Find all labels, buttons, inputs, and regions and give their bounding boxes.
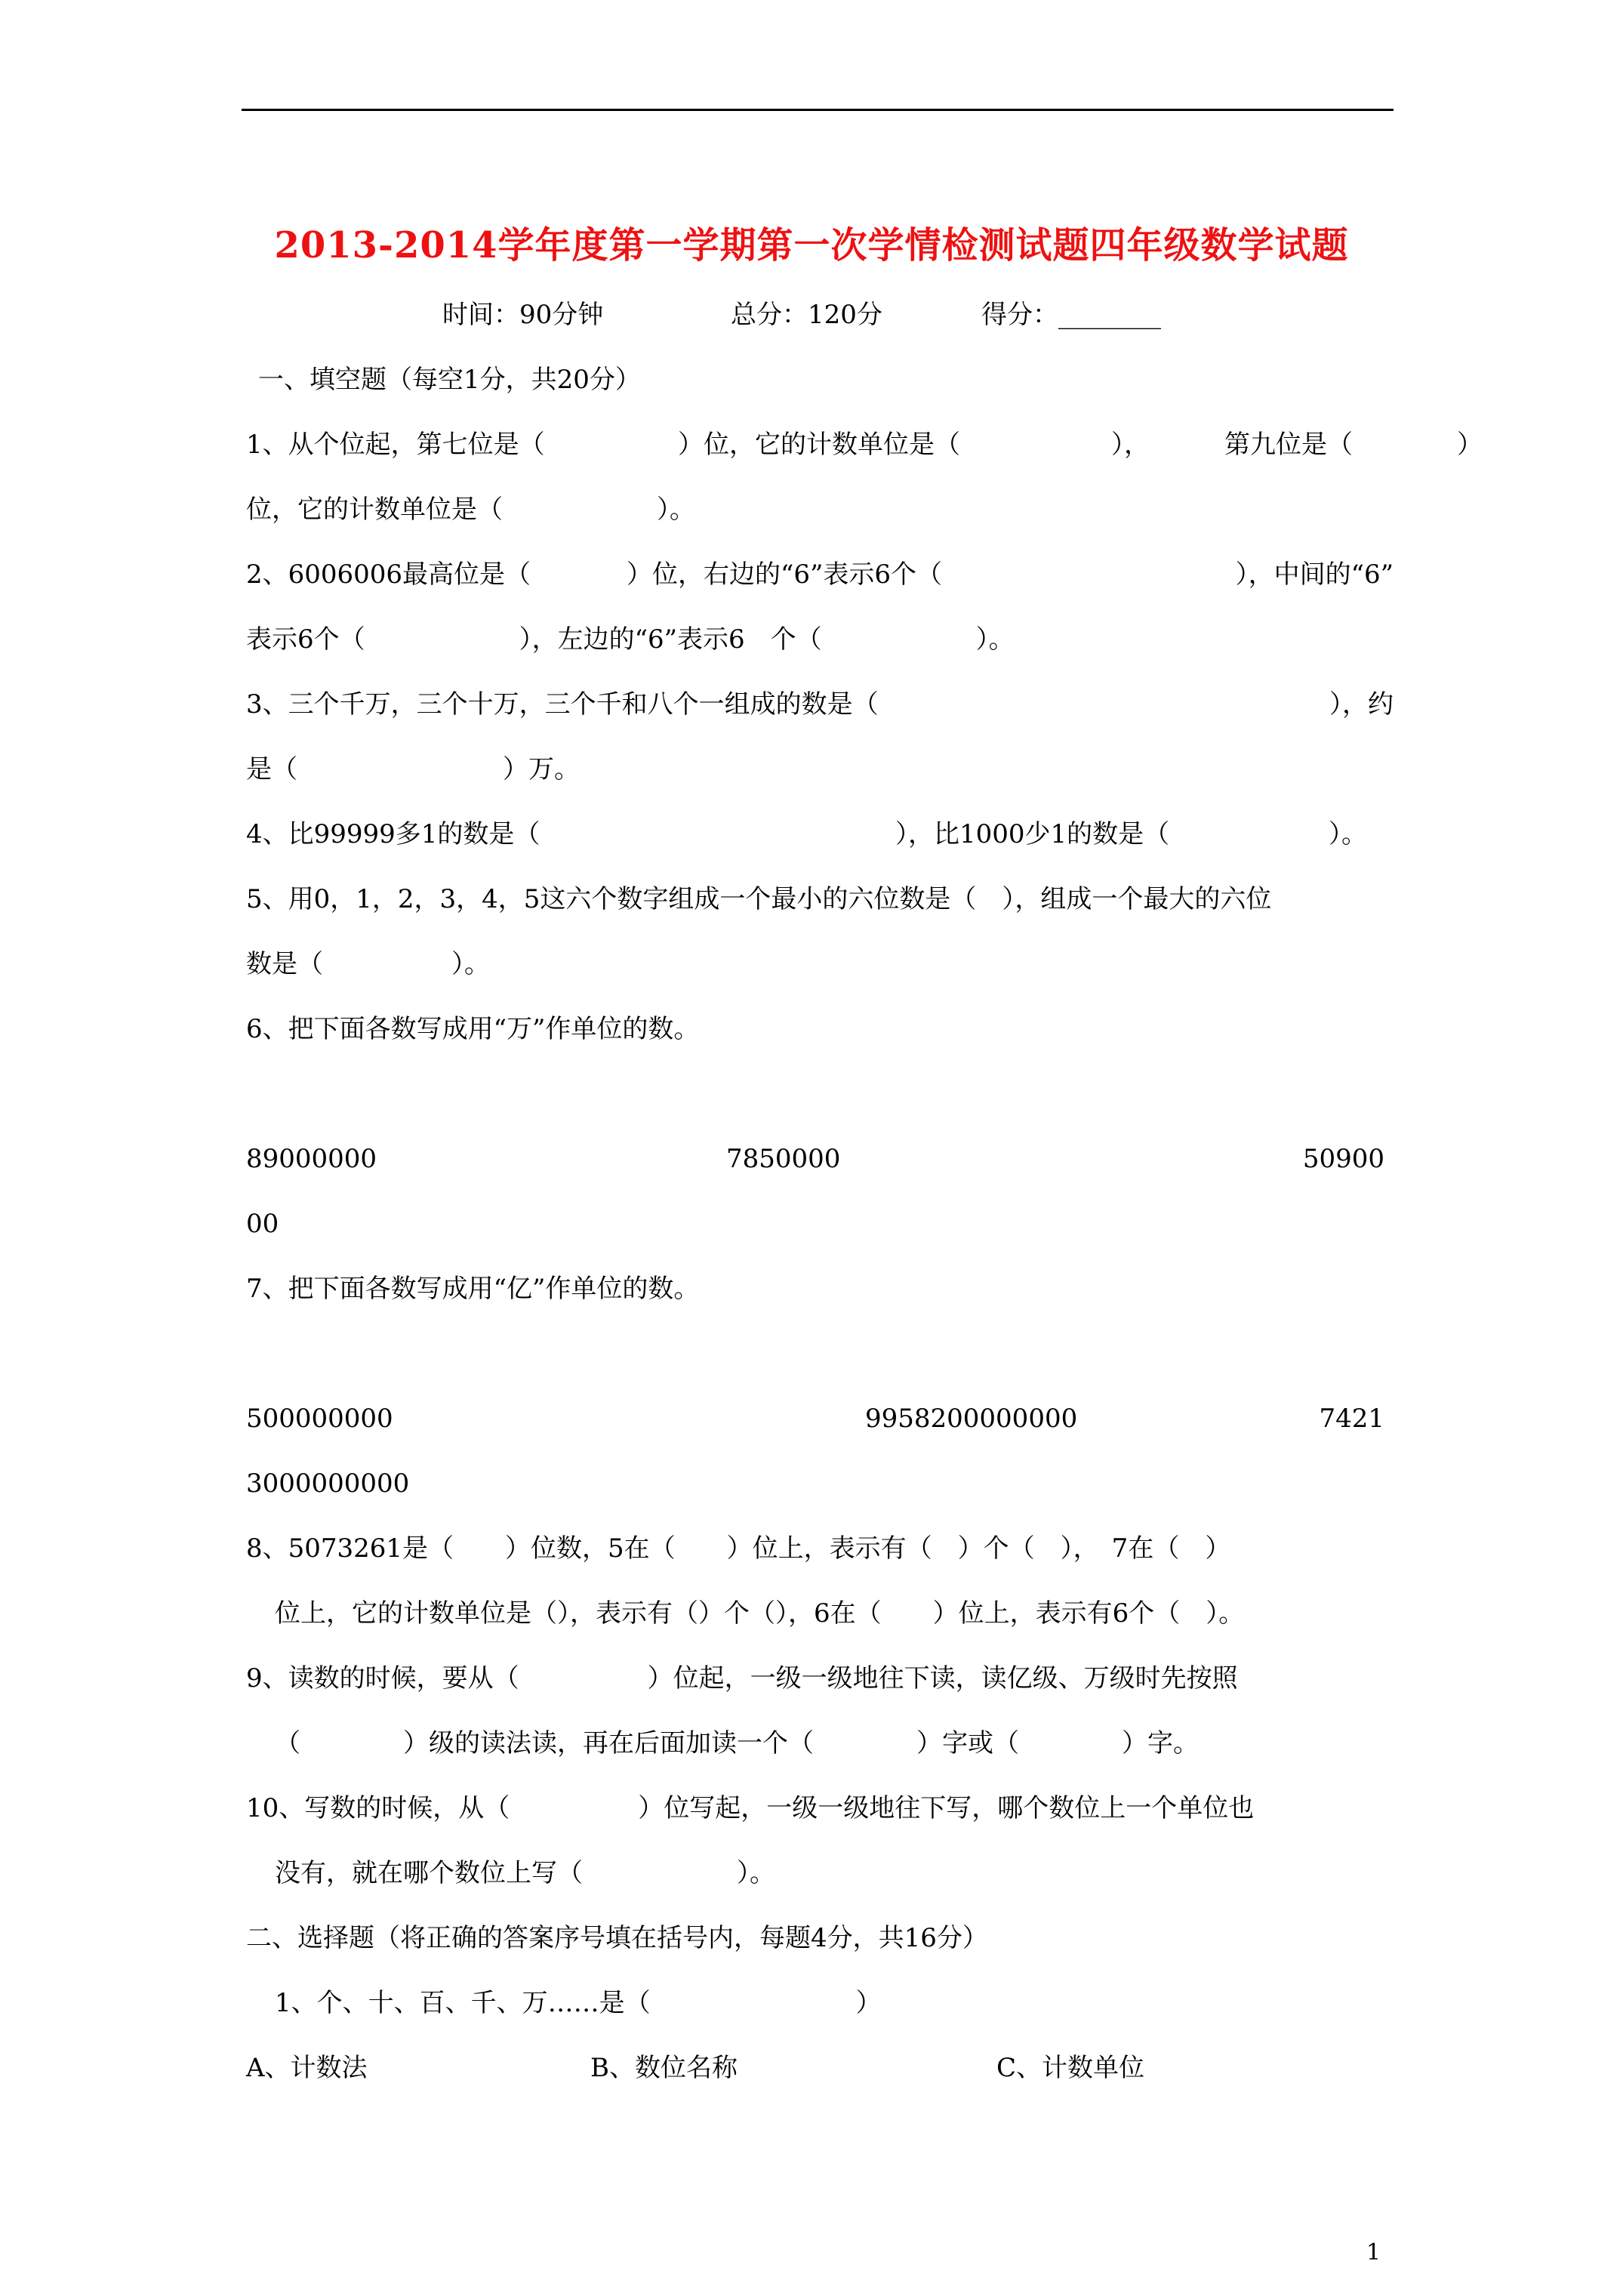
q2-part-c: ），中间的“6” xyxy=(1235,559,1394,590)
q7-text: 7、把下面各数写成用“亿”作单位的数。 xyxy=(246,1274,700,1304)
q2-part-a: 2、6006006最高位是（ xyxy=(246,559,531,590)
q7-number-2: 9958200000000 xyxy=(865,1404,1078,1434)
q4-part-c: ）。 xyxy=(1329,819,1367,849)
q2-line2: 表示6个（ ），左边的“6”表示6 个（ ）。 xyxy=(246,624,1015,655)
info-time: 时间：90分钟 xyxy=(442,300,604,330)
info-score-blank: 得分：________ xyxy=(981,300,1161,330)
q10-line1: 10、写数的时候，从（ ）位写起，一级一级地往下写，哪个数位上一个单位也 xyxy=(246,1793,1255,1823)
q8-line2: 位上，它的计数单位是（），表示有（）个（），6在（ ）位上，表示有6个（ ）。 xyxy=(275,1598,1245,1629)
q9-line1: 9、读数的时候，要从（ ）位起，一级一级地往下读，读亿级、万级时先按照 xyxy=(246,1663,1238,1693)
page-title: 2013-2014学年度第一学期第一次学情检测试题四年级数学试题 xyxy=(274,224,1349,267)
q1-part-c: ）， xyxy=(1111,430,1150,460)
q7-number-3-cont: 3000000000 xyxy=(246,1469,410,1499)
q6-number-3-cont: 00 xyxy=(246,1209,279,1239)
q1-part-e: ） xyxy=(1457,430,1483,460)
q4-part-b: ），比1000少1的数是（ xyxy=(895,819,1170,849)
q6-text: 6、把下面各数写成用“万”作单位的数。 xyxy=(246,1014,700,1044)
q3-part-a: 3、三个千万，三个十万，三个千和八个一组成的数是（ xyxy=(246,689,879,720)
q6-number-3: 50900 xyxy=(1302,1144,1384,1174)
q8-line1: 8、5073261是（ ）位数，5在（ ）位上，表示有（ ）个（ ）， 7在（ ） xyxy=(246,1533,1231,1564)
q1-part-b: ）位，它的计数单位是（ xyxy=(678,430,960,460)
q10-line2: 没有，就在哪个数位上写（ ）。 xyxy=(275,1858,775,1888)
q1-part-d: 第九位是（ xyxy=(1224,430,1353,460)
q9-line2: （ ）级的读法读，再在后面加读一个（ ）字或（ ）字。 xyxy=(275,1728,1199,1758)
q7-number-3: 7421 xyxy=(1319,1404,1384,1434)
q3-part-b: ），约 xyxy=(1329,689,1394,720)
q1-line2: 位，它的计数单位是（ ）。 xyxy=(246,495,695,525)
info-total-score: 总分：120分 xyxy=(731,300,882,330)
q2-part-b: ）位，右边的“6”表示6个（ xyxy=(627,559,943,590)
q6-number-2: 7850000 xyxy=(726,1144,841,1174)
q4-part-a: 4、比99999多1的数是（ xyxy=(246,819,540,849)
header-rule xyxy=(242,109,1394,111)
choice-q1-option-c: C、计数单位 xyxy=(996,2053,1145,2083)
choice-q1-option-b: B、数位名称 xyxy=(590,2053,738,2083)
choice-q1: 1、个、十、百、千、万……是（ ） xyxy=(275,1988,882,2018)
q3-line2: 是（ ）万。 xyxy=(246,754,580,784)
q1-part-a: 1、从个位起，第七位是（ xyxy=(246,430,545,460)
q5-line1: 5、用0，1，2，3，4，5这六个数字组成一个最小的六位数是（ ），组成一个最大的六位 xyxy=(246,884,1272,914)
q7-number-1: 500000000 xyxy=(246,1404,393,1434)
choice-q1-option-a: A、计数法 xyxy=(246,2053,368,2083)
page-number: 1 xyxy=(1366,2239,1381,2266)
section2-heading: 二、选择题（将正确的答案序号填在括号内，每题4分，共16分） xyxy=(246,1923,988,1953)
q6-number-1: 89000000 xyxy=(246,1144,377,1174)
section1-heading: 一、填空题（每空1分，共20分） xyxy=(258,365,641,395)
q5-line2: 数是（ ）。 xyxy=(246,949,490,979)
